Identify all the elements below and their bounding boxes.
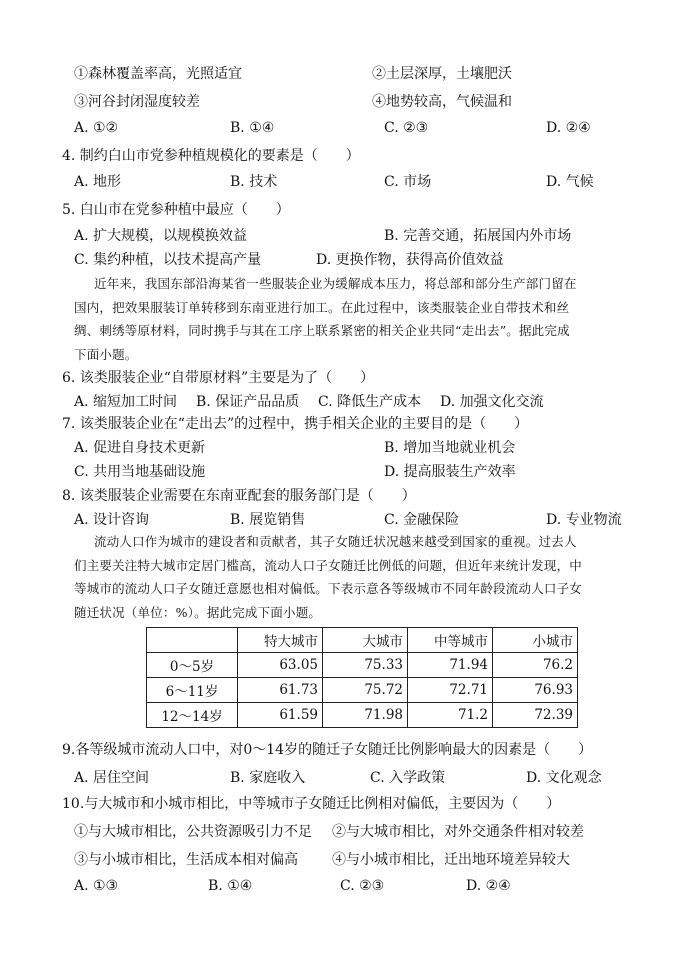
q4-option-c: C. 市场 [384,174,432,190]
q8-option-c: C. 金融保险 [384,512,460,528]
choice-3: ③河谷封闭湿度较差 [74,94,200,110]
passage-1-line: 国内，把效果服装订单转移到东南亚进行加工。在此过程中，该类服装企业自带技术和丝 [74,299,570,315]
table-cell: 71.94 [408,653,493,678]
q4-option-d: D. 气候 [546,174,594,190]
table-cell: 76.93 [493,678,578,703]
q4-option-b: B. 技术 [230,174,278,190]
q6-option-d: D. 加强文化交流 [440,394,544,410]
migration-table [146,627,578,728]
table-header-cell: 小城市 [493,628,578,653]
question-4-stem: 4. 制约白山市党参种植规模化的要素是（ ） [62,148,360,164]
question-8-stem: 8. 该类服装企业需要在东南亚配套的服务部门是（ ） [62,488,416,504]
q7-option-b: B. 增加当地就业机会 [384,440,516,456]
choice-4: ④地势较高，气候温和 [372,94,512,110]
option-a: A. ①② [74,120,119,136]
q8-option-b: B. 展览销售 [230,512,306,528]
q6-option-c: C. 降低生产成本 [318,394,422,410]
q5-option-d: D. 更换作物，获得高价值效益 [316,252,504,268]
passage-2-line: 流动人口作为城市的建设者和贡献者，其子女随迁状况越来越受到国家的重视。过去人 [94,534,577,549]
choice-1: ①森林覆盖率高，光照适宜 [74,66,242,82]
table-header-cell: 特大城市 [238,628,323,653]
q5-option-a: A. 扩大规模，以规模换效益 [74,228,248,244]
q7-option-c: C. 共用当地基础设施 [74,464,206,480]
choice-2: ②土层深厚，土壤肥沃 [372,66,512,82]
question-6-stem: 6. 该类服装企业“自带原材料”主要是为了（ ） [62,370,375,386]
table-cell: 63.05 [238,653,323,678]
table-cell: 72.71 [408,678,493,703]
passage-2-line: 等城市的流动人口子女随迁意愿也相对偏低。下表示意各等级城市不同年龄段流动人口子女 [74,581,583,596]
question-9-stem: 9.各等级城市流动人口中，对0～14岁的随迁子女随迁比例影响最大的因素是（ ） [62,742,593,758]
passage-1-line: 下面小题。 [74,346,138,362]
passage-1 [74,272,634,366]
q8-option-a: A. 设计咨询 [74,512,150,528]
question-10-stem: 10.与大城市和小城市相比，中等城市子女随迁比例相对偏低，主要因为（ ） [62,796,561,812]
q4-option-a: A. 地形 [74,174,122,190]
q10-option-c: C. ②③ [340,878,385,894]
q5-option-b: B. 完善交通，拓展国内外市场 [384,228,572,244]
q8-option-d: D. 专业物流 [546,512,622,528]
q9-option-c: C. 入学政策 [370,770,446,786]
table-row [147,703,578,728]
table-row [147,653,578,678]
table-cell: 71.2 [408,703,493,728]
q9-option-d: D. 文化观念 [526,770,602,786]
table-cell: 61.73 [238,678,323,703]
passage-2-line: 们主要关注特大城市定居门槛高，流动人口子女随迁比例低的问题，但近年来统计发现，中 [74,557,583,573]
table-cell: 61.59 [238,703,323,728]
table-cell: 12～14岁 [147,703,238,728]
table-cell: 75.72 [323,678,408,703]
table-header-cell: 中等城市 [408,628,493,653]
q10-option-a: A. ①③ [74,878,119,894]
question-5-stem: 5. 白山市在党参种植中最应（ ） [62,202,290,218]
q6-option-b: B. 保证产品品质 [196,394,300,410]
passage-1-line: 绸、刺绣等原材料，同时携手与其在工序上联系紧密的相关企业共同“走出去”。据此完成 [74,323,570,338]
table-cell: 76.2 [493,653,578,678]
table-cell: 0～5岁 [147,653,238,678]
q7-option-a: A. 促进自身技术更新 [74,440,206,456]
q10-option-b: B. ①④ [208,878,253,894]
passage-2-line: 随迁状况（单位：%）。据此完成下面小题。 [74,604,322,620]
table-cell: 71.98 [323,703,408,728]
table-header-cell: 大城市 [323,628,408,653]
passage-1-line: 近年来，我国东部沿海某省一些服装企业为缓解成本压力，将总部和部分生产部门留在 [94,276,577,291]
option-d: D. ②④ [546,120,591,136]
table-row [147,678,578,703]
q6-option-a: A. 缩短加工时间 [74,394,178,410]
table-header-row [147,628,578,653]
table-cell: 75.33 [323,653,408,678]
q10-choice-4: ④与小城市相比，迁出地环境差异较大 [332,852,570,868]
option-b: B. ①④ [230,120,275,136]
q9-option-a: A. 居住空间 [74,770,150,786]
passage-2 [74,530,634,624]
table-header-cell [147,628,238,653]
q10-choice-1: ①与大城市相比，公共资源吸引力不足 [74,824,312,840]
q7-option-d: D. 提高服装生产效率 [384,464,516,480]
q10-option-d: D. ②④ [466,878,511,894]
question-7-stem: 7. 该类服装企业在“走出去”的过程中，携手相关企业的主要目的是（ ） [62,416,529,432]
q9-option-b: B. 家庭收入 [230,770,306,786]
option-c: C. ②③ [384,120,429,136]
q5-option-c: C. 集约种植，以技术提高产量 [74,252,262,268]
table-cell: 72.39 [493,703,578,728]
q10-choice-2: ②与大城市相比，对外交通条件相对较差 [332,824,584,840]
q10-choice-3: ③与小城市相比，生活成本相对偏高 [74,852,298,868]
table-cell: 6～11岁 [147,678,238,703]
